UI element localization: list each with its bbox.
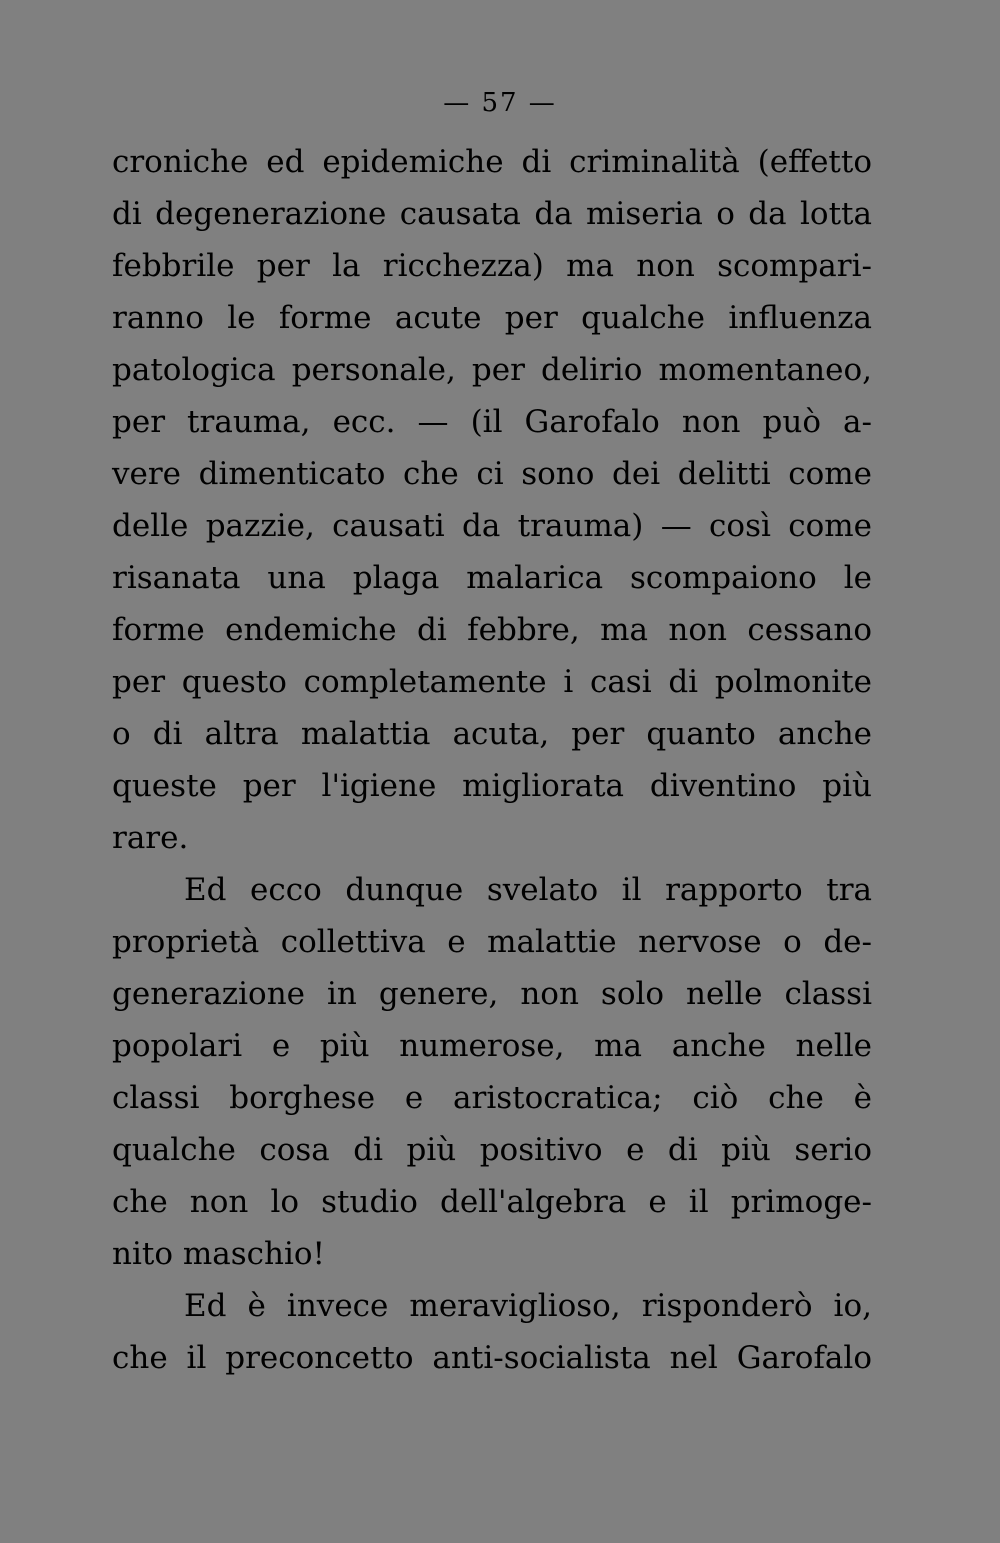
text-line: di degenerazione causata da miseria o da lotta (112, 196, 872, 232)
text-line: proprietà collettiva e malattie nervose o de- (112, 924, 872, 960)
text-line: per trauma, ecc. — (il Garofalo non può a- (112, 404, 872, 440)
text-line: queste per l'igiene migliorata diventino più (112, 768, 872, 804)
text-line: generazione in genere, non solo nelle classi (112, 976, 872, 1012)
text-line: patologica personale, per delirio momentaneo, (112, 352, 872, 388)
text-line: febbrile per la ricchezza) ma non scompari- (112, 248, 872, 284)
paragraph-first-line: Ed è invece meraviglioso, risponderò io, (184, 1288, 872, 1324)
paragraph-first-line: Ed ecco dunque svelato il rapporto tra (184, 872, 872, 908)
text-line: vere dimenticato che ci sono dei delitti come (112, 456, 872, 492)
text-line: qualche cosa di più positivo e di più serio (112, 1132, 872, 1168)
text-line: risanata una plaga malarica scompaiono le (112, 560, 872, 596)
text-line: delle pazzie, causati da trauma) — così come (112, 508, 872, 544)
text-line: ranno le forme acute per qualche influenza (112, 300, 872, 336)
page-number: — 57 — (443, 88, 557, 118)
text-line: che il preconcetto anti-socialista nel Garofalo (112, 1340, 872, 1376)
text-line: per questo completamente i casi di polmonite (112, 664, 872, 700)
text-line: classi borghese e aristocratica; ciò che è (112, 1080, 872, 1116)
text-line: popolari e più numerose, ma anche nelle (112, 1028, 872, 1064)
text-line: che non lo studio dell'algebra e il primoge- (112, 1184, 872, 1220)
text-line: forme endemiche di febbre, ma non cessano (112, 612, 872, 648)
body-text (112, 136, 872, 1384)
text-line: o di altra malattia acuta, per quanto anche (112, 716, 872, 752)
text-line: nito maschio! (112, 1236, 326, 1272)
text-line: croniche ed epidemiche di criminalità (effetto (112, 144, 872, 180)
text-line: rare. (112, 820, 189, 856)
